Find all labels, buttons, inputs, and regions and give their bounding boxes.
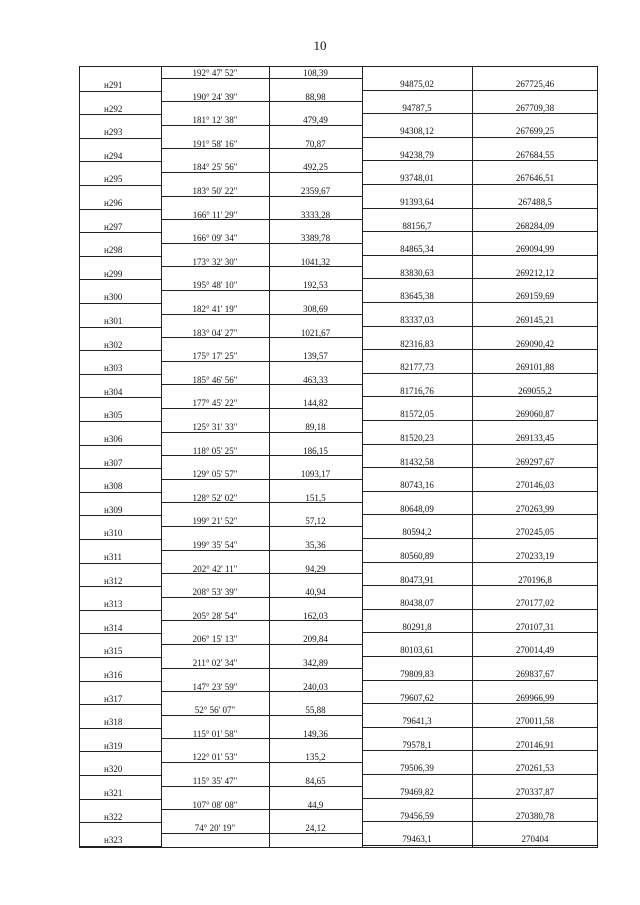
point-name: н305: [104, 410, 123, 421]
point-y: 269101,88: [515, 362, 555, 373]
segment-angle: 205° 28' 54": [192, 610, 238, 621]
point-y: 270014,49: [515, 645, 555, 656]
row-divider: [362, 774, 598, 775]
point-name: н293: [104, 127, 123, 138]
segment-angle: 206° 15' 13": [192, 634, 238, 645]
segment-distance: 84,65: [305, 776, 326, 786]
point-name: н304: [104, 386, 123, 397]
row-divider: [80, 751, 161, 752]
segment-distance: 162,03: [303, 610, 328, 621]
point-x: 83337,03: [400, 315, 434, 325]
point-y: 269094,99: [515, 244, 555, 255]
row-divider: [161, 361, 362, 362]
point-y: 269297,67: [515, 456, 555, 467]
point-x: 82316,83: [400, 338, 434, 349]
point-x: 80560,89: [400, 551, 434, 561]
segment-distance: 135,2: [305, 752, 326, 763]
row-divider: [161, 384, 362, 385]
segment-angle: 74° 20' 19": [194, 823, 236, 834]
point-y: 270196,8: [518, 574, 552, 585]
segment-distance: 24,12: [305, 823, 326, 834]
segment-distance: 70,87: [305, 138, 326, 149]
segment-angle: 166° 09' 34": [192, 233, 238, 244]
point-y: 270245,05: [515, 527, 555, 538]
row-divider: [161, 172, 362, 173]
point-x: 79607,62: [400, 692, 434, 703]
point-name: н298: [104, 245, 123, 256]
row-divider: [362, 278, 598, 279]
point-x: 79506,39: [400, 763, 434, 774]
row-divider: [161, 644, 362, 645]
row-divider: [161, 762, 362, 763]
point-x: 84865,34: [400, 244, 434, 255]
segment-angle: 183° 50' 22": [192, 186, 238, 196]
row-divider: [80, 657, 161, 658]
row-divider: [161, 101, 362, 102]
row-divider: [161, 668, 362, 669]
row-divider: [362, 514, 598, 515]
row-divider: [362, 396, 598, 397]
point-name: н318: [104, 717, 123, 728]
segment-distance: 1093,17: [300, 469, 331, 480]
point-x: 80743,16: [400, 480, 434, 491]
row-divider: [362, 703, 598, 704]
point-name: н308: [104, 481, 123, 492]
segment-distance: 40,94: [305, 587, 326, 598]
row-divider: [362, 798, 598, 799]
segment-distance: 1041,32: [300, 256, 331, 267]
point-x: 80103,61: [400, 645, 434, 656]
point-x: 80594,2: [402, 527, 432, 538]
row-divider: [362, 113, 598, 114]
point-x: 79578,1: [402, 739, 432, 750]
point-x: 79809,83: [400, 669, 434, 679]
row-divider: [161, 148, 362, 149]
segment-distance: 1021,67: [300, 327, 331, 338]
row-divider: [362, 845, 598, 846]
row-divider: [161, 337, 362, 338]
row-divider: [80, 492, 161, 493]
row-divider: [161, 573, 362, 574]
segment-angle: 173° 32' 30": [192, 256, 238, 267]
coordinates-table: [79, 66, 598, 848]
row-divider: [80, 421, 161, 422]
point-name: н292: [104, 103, 123, 114]
point-name: н291: [104, 80, 123, 90]
segment-angle: 185° 46' 56": [192, 374, 238, 385]
row-divider: [161, 243, 362, 244]
segment-angle: 118° 05' 25": [192, 445, 238, 456]
row-divider: [80, 232, 161, 233]
point-name: н313: [104, 599, 123, 610]
row-divider: [80, 91, 161, 92]
row-divider: [80, 468, 161, 469]
segment-angle: 122° 01' 53": [192, 752, 238, 763]
row-divider: [80, 114, 161, 115]
point-x: 80473,91: [400, 574, 434, 585]
page-number: 10: [313, 38, 327, 53]
segment-distance: 492,25: [303, 162, 328, 173]
segment-angle: 192° 47' 52": [192, 68, 238, 78]
segment-distance: 89,18: [305, 422, 326, 432]
row-divider: [161, 550, 362, 551]
segment-angle: 191° 58' 16": [192, 138, 238, 149]
row-divider: [161, 219, 362, 220]
segment-distance: 240,03: [303, 681, 328, 692]
row-divider: [362, 585, 598, 586]
point-x: 79469,82: [400, 787, 434, 797]
row-divider: [362, 467, 598, 468]
row-divider: [161, 715, 362, 716]
segment-distance: 144,82: [303, 398, 328, 409]
point-y: 267646,51: [515, 173, 555, 184]
row-divider: [80, 681, 161, 682]
row-divider: [161, 809, 362, 810]
row-divider: [362, 373, 598, 374]
row-divider: [80, 209, 161, 210]
point-x: 80438,07: [400, 598, 434, 609]
segment-angle: 199° 35' 54": [192, 540, 238, 550]
point-y: 269159,69: [515, 291, 555, 302]
point-name: н297: [104, 221, 123, 232]
row-divider: [80, 327, 161, 328]
row-divider: [362, 727, 598, 728]
point-name: н306: [104, 434, 123, 444]
row-divider: [161, 691, 362, 692]
point-y: 269837,67: [515, 669, 555, 679]
point-y: 270404: [521, 834, 549, 845]
segment-angle: 181° 12' 38": [192, 115, 238, 126]
row-divider: [161, 408, 362, 409]
point-x: 79463,1: [402, 834, 432, 845]
row-divider: [161, 78, 362, 79]
row-divider: [362, 632, 598, 633]
segment-distance: 94,29: [305, 563, 326, 574]
segment-distance: 3389,78: [300, 233, 331, 244]
segment-angle: 182° 41' 19": [192, 304, 238, 314]
point-x: 91393,64: [400, 197, 434, 207]
segment-distance: 44,9: [307, 799, 324, 810]
point-x: 81716,76: [400, 385, 434, 396]
row-divider: [362, 137, 598, 138]
row-divider: [161, 290, 362, 291]
point-name: н320: [104, 764, 123, 775]
point-x: 81432,58: [400, 456, 434, 467]
row-divider: [80, 374, 161, 375]
row-divider: [80, 610, 161, 611]
row-divider: [80, 633, 161, 634]
segment-angle: 129° 05' 57": [192, 469, 238, 480]
segment-distance: 308,69: [303, 304, 328, 314]
segment-angle: 183° 04' 27": [192, 327, 238, 338]
row-divider: [80, 563, 161, 564]
segment-distance: 108,39: [303, 68, 328, 78]
point-y: 270146,03: [515, 480, 555, 491]
segment-angle: 125° 31' 33": [192, 422, 238, 432]
point-x: 83830,63: [400, 267, 434, 278]
row-divider: [161, 432, 362, 433]
point-y: 269060,87: [515, 409, 555, 420]
row-divider: [362, 302, 598, 303]
point-name: н315: [104, 646, 123, 657]
point-y: 268284,09: [515, 220, 555, 231]
row-divider: [161, 266, 362, 267]
segment-distance: 35,36: [305, 540, 326, 550]
point-y: 267709,38: [515, 102, 555, 113]
segment-distance: 463,33: [303, 374, 328, 385]
point-y: 270233,19: [515, 551, 555, 561]
segment-angle: 184° 25' 56": [192, 162, 238, 173]
row-divider: [80, 728, 161, 729]
segment-angle: 177° 45' 22": [192, 398, 238, 409]
segment-angle: 115° 01' 58": [192, 728, 238, 739]
row-divider: [362, 680, 598, 681]
row-divider: [362, 750, 598, 751]
segment-distance: 149,36: [303, 728, 328, 739]
segment-angle: 166° 11' 29": [192, 209, 238, 220]
point-y: 270146,91: [515, 739, 555, 750]
point-name: н310: [104, 528, 123, 539]
point-y: 267725,46: [515, 79, 555, 89]
row-divider: [80, 161, 161, 162]
segment-angle: 202° 42' 11": [192, 563, 238, 574]
segment-distance: 57,12: [305, 516, 326, 527]
row-divider: [161, 314, 362, 315]
row-divider: [161, 597, 362, 598]
row-divider: [362, 444, 598, 445]
point-y: 269212,12: [515, 267, 555, 278]
row-divider: [80, 586, 161, 587]
row-divider: [80, 539, 161, 540]
row-divider: [161, 125, 362, 126]
segment-angle: 115° 35' 47": [192, 776, 238, 786]
point-y: 270337,87: [515, 787, 555, 797]
segment-distance: 479,49: [303, 115, 328, 126]
row-divider: [362, 491, 598, 492]
point-y: 270261,53: [515, 763, 555, 774]
point-name: н312: [104, 575, 123, 586]
row-divider: [362, 160, 598, 161]
point-x: 81520,23: [400, 433, 434, 443]
point-x: 94787,5: [402, 102, 432, 113]
row-divider: [362, 255, 598, 256]
point-name: н300: [104, 292, 123, 303]
row-divider: [80, 799, 161, 800]
point-y: 270107,31: [515, 621, 555, 632]
point-y: 269055,2: [518, 385, 552, 396]
point-name: н311: [104, 552, 122, 562]
point-y: 267684,55: [515, 149, 555, 160]
segment-angle: 107° 08' 08": [192, 799, 238, 810]
row-divider: [362, 326, 598, 327]
segment-angle: 199° 21' 52": [192, 516, 238, 527]
row-divider: [362, 609, 598, 610]
row-divider: [80, 846, 161, 847]
segment-distance: 2359,67: [300, 186, 331, 196]
point-y: 269966,99: [515, 692, 555, 703]
segment-distance: 3333,28: [300, 209, 331, 220]
row-divider: [362, 562, 598, 563]
point-x: 82177,73: [400, 362, 434, 373]
row-divider: [80, 445, 161, 446]
segment-distance: 151,5: [305, 492, 326, 503]
row-divider: [80, 138, 161, 139]
point-y: 267699,25: [515, 126, 555, 137]
point-y: 270263,99: [515, 503, 555, 514]
segment-distance: 88,98: [305, 91, 326, 102]
row-divider: [161, 833, 362, 834]
row-divider: [161, 786, 362, 787]
row-divider: [362, 349, 598, 350]
row-divider: [161, 526, 362, 527]
segment-distance: 186,15: [303, 445, 328, 456]
point-name: н319: [104, 740, 123, 751]
row-divider: [161, 479, 362, 480]
point-y: 267488,5: [518, 197, 552, 207]
segment-angle: 190° 24' 39": [192, 91, 238, 102]
segment-angle: 147° 23' 59": [192, 681, 238, 692]
row-divider: [80, 397, 161, 398]
row-divider: [80, 704, 161, 705]
point-y: 269145,21: [515, 315, 555, 325]
row-divider: [362, 184, 598, 185]
row-divider: [80, 185, 161, 186]
point-x: 79456,59: [400, 810, 434, 821]
point-name: н303: [104, 363, 123, 374]
point-x: 94308,12: [400, 126, 434, 137]
point-name: н294: [104, 150, 123, 161]
point-name: н323: [104, 835, 123, 846]
point-x: 81572,05: [400, 409, 434, 420]
row-divider: [80, 303, 161, 304]
point-name: н301: [104, 316, 123, 326]
point-x: 94875,02: [400, 79, 434, 89]
point-x: 83645,38: [400, 291, 434, 302]
segment-distance: 209,84: [303, 634, 328, 645]
point-y: 269133,45: [515, 433, 555, 443]
segment-distance: 55,88: [305, 705, 326, 716]
segment-angle: 211° 02' 34": [192, 658, 238, 668]
point-name: н307: [104, 457, 123, 468]
segment-angle: 208° 53' 39": [192, 587, 238, 598]
point-name: н321: [104, 788, 123, 798]
row-divider: [362, 656, 598, 657]
row-divider: [362, 821, 598, 822]
point-x: 88156,7: [402, 220, 432, 231]
point-y: 270177,02: [515, 598, 555, 609]
row-divider: [362, 90, 598, 91]
row-divider: [161, 196, 362, 197]
row-divider: [362, 208, 598, 209]
point-name: н302: [104, 339, 123, 350]
point-name: н309: [104, 504, 123, 515]
segment-distance: 139,57: [303, 351, 328, 362]
segment-angle: 128° 52' 02": [192, 492, 238, 503]
point-name: н322: [104, 811, 123, 822]
point-name: н296: [104, 198, 123, 208]
row-divider: [161, 738, 362, 739]
point-name: н295: [104, 174, 123, 185]
row-divider: [80, 515, 161, 516]
point-name: н314: [104, 622, 123, 633]
row-divider: [362, 231, 598, 232]
row-divider: [80, 775, 161, 776]
point-x: 93748,01: [400, 173, 434, 184]
row-divider: [161, 620, 362, 621]
point-name: н316: [104, 670, 123, 680]
point-name: н317: [104, 693, 123, 704]
point-y: 270380,78: [515, 810, 555, 821]
row-divider: [161, 502, 362, 503]
row-divider: [161, 455, 362, 456]
point-x: 79641,3: [402, 716, 432, 727]
point-name: н299: [104, 268, 123, 279]
point-y: 269090,42: [515, 338, 555, 349]
segment-distance: 192,53: [303, 280, 328, 291]
row-divider: [80, 822, 161, 823]
segment-angle: 195° 48' 10": [192, 280, 238, 291]
point-x: 80648,09: [400, 503, 434, 514]
point-x: 94238,79: [400, 149, 434, 160]
segment-distance: 342,89: [303, 658, 328, 668]
row-divider: [80, 350, 161, 351]
segment-angle: 52° 56' 07": [194, 705, 236, 716]
point-y: 270011,58: [516, 716, 554, 727]
segment-angle: 175° 17' 25": [192, 351, 238, 362]
row-divider: [80, 256, 161, 257]
row-divider: [362, 538, 598, 539]
row-divider: [362, 420, 598, 421]
point-x: 80291,8: [402, 621, 432, 632]
row-divider: [80, 279, 161, 280]
